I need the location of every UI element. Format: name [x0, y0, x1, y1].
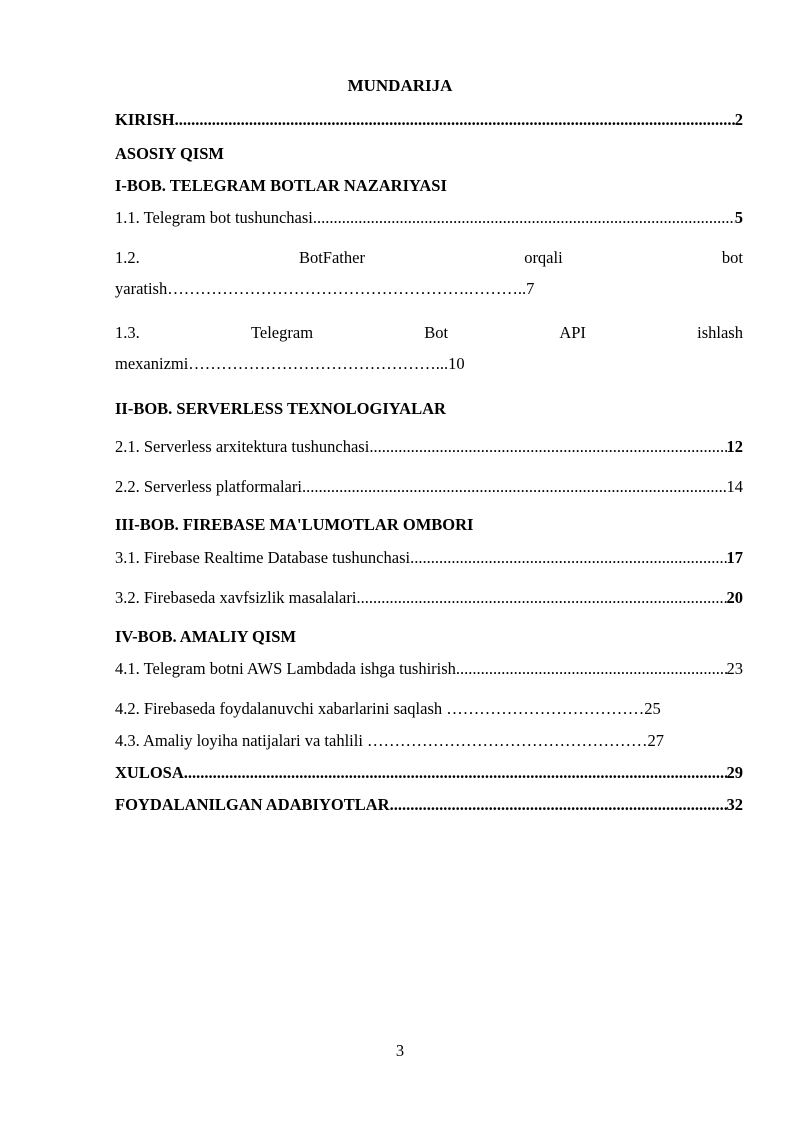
toc-entry-label: 1.1. Telegram bot tushunchasi	[115, 208, 313, 227]
toc-entry-label: 2.2. Serverless platformalari	[115, 477, 302, 496]
dot-leader	[184, 762, 727, 784]
toc-entry-1-3[interactable]	[115, 322, 743, 344]
dot-leader	[175, 109, 735, 131]
toc-word: orqali	[524, 248, 563, 267]
page-number: 3	[395, 1041, 405, 1060]
toc-entry-page: 2	[734, 110, 743, 129]
toc-word: BotFather	[298, 248, 365, 267]
toc-entry-page: 17	[726, 548, 743, 567]
chapter-heading-3: III-BOB. FIREBASE MA'LUMOTLAR OMBORI	[115, 515, 474, 534]
dot-leader	[369, 436, 726, 458]
toc-word: API	[559, 323, 586, 342]
toc-entry-1-2-continuation: yaratish……………………………………………….………..7	[115, 279, 535, 298]
toc-entry-3-1[interactable]	[115, 547, 743, 569]
toc-entry-label: 3.1. Firebase Realtime Database tushunchasi	[115, 548, 411, 567]
toc-entry-1-2[interactable]	[115, 247, 743, 269]
dot-leader	[313, 207, 735, 229]
toc-word: bot	[721, 248, 743, 267]
toc-entry-label: 4.1. Telegram botni AWS Lambdada ishga tushirish	[115, 659, 456, 678]
toc-entry-page: 29	[726, 763, 743, 782]
toc-entry-label: KIRISH	[115, 110, 175, 129]
toc-entry-3-2[interactable]	[115, 587, 743, 609]
toc-word: ishlash	[697, 323, 743, 342]
toc-entry-2-1[interactable]	[115, 436, 743, 458]
chapter-heading-1: I-BOB. TELEGRAM BOTLAR NAZARIYASI	[115, 176, 447, 195]
toc-entry-4-1[interactable]	[115, 658, 743, 680]
dot-leader	[456, 658, 727, 680]
toc-entry-page: 20	[726, 588, 743, 607]
toc-entry-page: 5	[734, 208, 743, 227]
section-heading-asosiy: ASOSIY QISM	[115, 144, 224, 163]
toc-entry-1-1[interactable]	[115, 207, 743, 229]
toc-entry-page: 23	[726, 659, 743, 678]
dot-leader	[410, 547, 726, 569]
page-title: MUNDARIJA	[347, 76, 453, 95]
toc-entry-label: XULOSA	[115, 763, 184, 782]
dot-leader	[302, 476, 727, 498]
toc-word: 1.2.	[115, 248, 140, 267]
toc-entry-kirish[interactable]	[115, 109, 743, 131]
toc-entry-page: 32	[726, 795, 743, 814]
toc-word: Telegram	[250, 323, 314, 342]
toc-entry-adabiyotlar[interactable]	[115, 794, 743, 816]
chapter-heading-4: IV-BOB. AMALIY QISM	[115, 627, 297, 646]
dot-leader	[390, 794, 727, 816]
toc-entry-label: 3.2. Firebaseda xavfsizlik masalalari	[115, 588, 357, 607]
toc-entry-label: 2.1. Serverless arxitektura tushunchasi	[115, 437, 370, 456]
chapter-heading-2: II-BOB. SERVERLESS TEXNOLOGIYALAR	[115, 399, 446, 418]
toc-word: 1.3.	[115, 323, 140, 342]
toc-entry-xulosa[interactable]	[115, 762, 743, 784]
toc-entry-4-2[interactable]: 4.2. Firebaseda foydalanuvchi xabarlarini saqlash ………………………………25	[115, 699, 661, 718]
toc-entry-2-2[interactable]	[115, 476, 743, 498]
toc-word: Bot	[424, 323, 449, 342]
toc-entry-4-3[interactable]: 4.3. Amaliy loyiha natijalari va tahlili ……………………………………………27	[115, 731, 665, 750]
toc-entry-page: 12	[726, 437, 743, 456]
dot-leader	[356, 587, 726, 609]
toc-entry-page: 14	[726, 477, 743, 496]
toc-entry-1-3-continuation: mexanizmi………………………………………...10	[115, 354, 465, 373]
toc-entry-label: FOYDALANILGAN ADABIYOTLAR	[115, 795, 390, 814]
